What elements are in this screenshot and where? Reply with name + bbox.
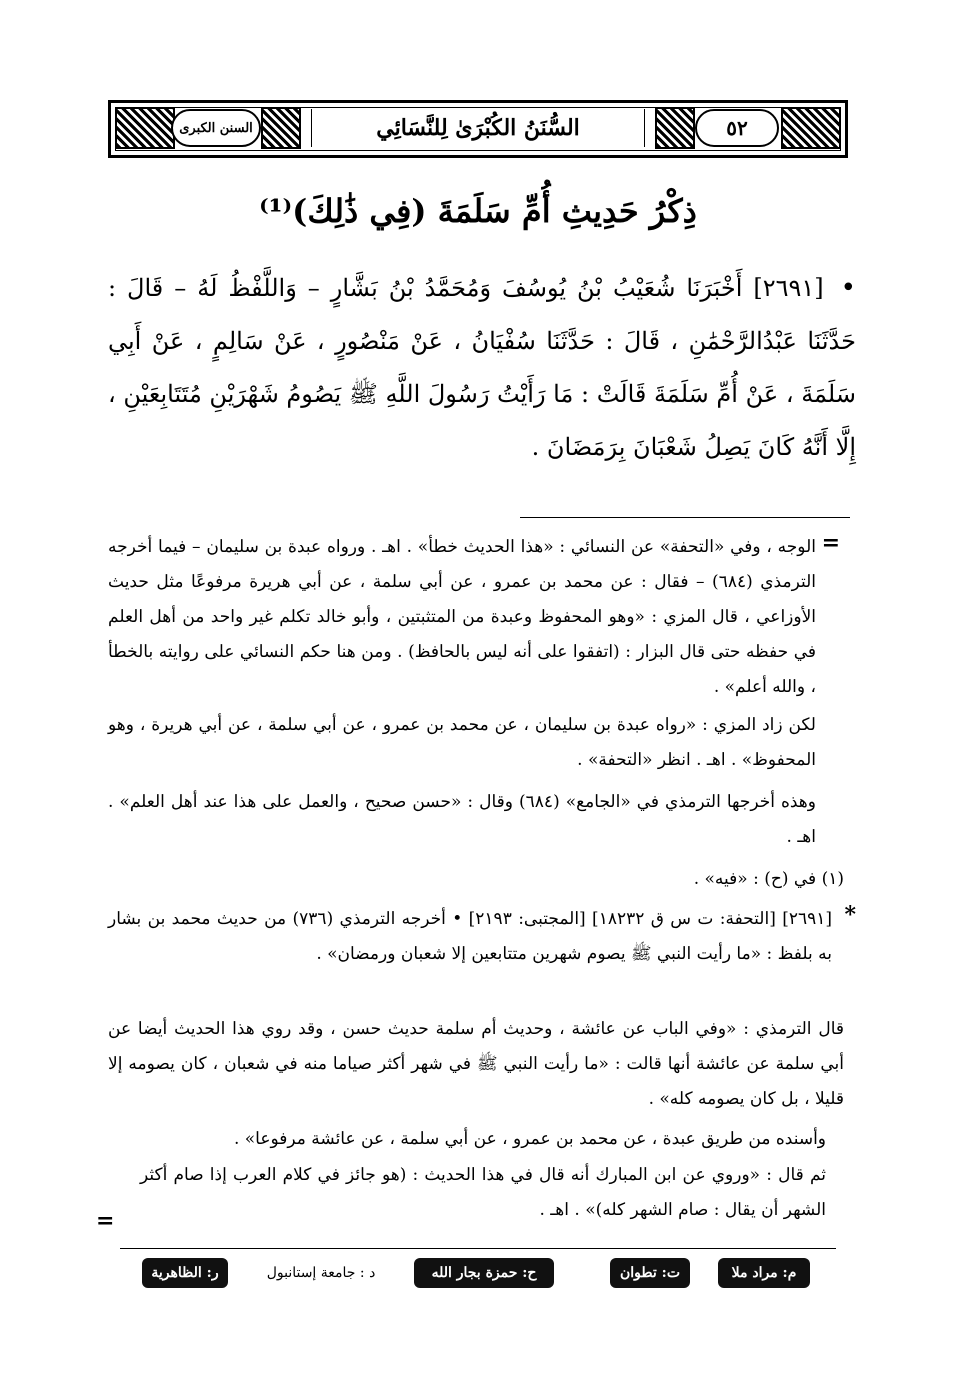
footnote-p3: وهذه أخرجها الترمذي في «الجامع» (٦٨٤) وقال : «حسن صحيح ، والعمل على هذا عند أهل العلم» . اهـ .	[108, 792, 816, 847]
page-number: ٥٢	[695, 109, 779, 147]
manuscript-t: ت: تطوان	[610, 1258, 690, 1288]
takhrij-p3: وأسنده من طريق عبدة ، عن محمد بن عمرو ، عن أبي سلمة ، عن عائشة مرفوعا» .	[233, 1129, 826, 1149]
manuscript-h: ح: حمزة بجار الله	[414, 1258, 554, 1288]
bottom-rule	[120, 1248, 836, 1249]
footnote-1: (١) في (ح) : «فيه» .	[693, 869, 844, 889]
continuation-mark: =	[821, 530, 840, 556]
hadith-body: [٢٦٩١] أَخْبَرَنَا شُعَيْبُ بْنُ يُوسُفَ وَمُحَمَّدُ بْنُ بَشَّارٍ – وَاللَّفْظُ لَهُ – قَالَ : حَدَّثَنَا عَبْدُالرَّحْمَٰنِ ، قَالَ : حَدَّثَنَا سُفْيَانُ ، عَنْ مَنْصُورٍ ، عَنْ سَالِمٍ ، عَنْ أَبِي سَلَمَةَ ، عَنْ أُمِّ سَلَمَةَ قَالَتْ : مَا رَأَيْتُ رَسُولَ اللَّهِ ﷺ يَصُومُ شَهْرَيْنِ مُتَتَابِعَيْنِ ، إِلَّا أَنَّهُ كَانَ يَصِلُ شَعْبَانَ بِرَمَضَانَ .	[108, 274, 856, 461]
takhrij-p1: [٢٦٩١] [التحفة: ت س ق ١٨٢٣٢] [المجتبى: ٢١٩٣] • أخرجه الترمذي (٧٣٦) من حديث محمد بن بشار به بلفظ : «ما رأيت النبي ﷺ يصوم شهرين متتابعين إلا شعبان ورمضان» .	[108, 909, 832, 964]
footnote-p1: الوجه ، وفي «التحفة» عن النسائي : «هذا الحديث خطأ» . اهـ . ورواه عبدة بن سليمان – فيما أخرجه الترمذي (٦٨٤) – فقال : عن محمد بن عمرو ، عن أبي سلمة ، عن أبي هريرة مرفوعًا مثل حديث الأوزاعي ، قال المزي : «وهو المحفوظ وعبدة من المتثبتين ، وأبو خالد تكلم غير واحد من أهل العلم في حفظه حتى قال البزار : (اتفقوا على أنه ليس بالحافظ) . ومن هنا حكم النسائي على روايته بالخطأ ، والله أعلم» .	[108, 537, 816, 697]
manuscript-m: م: مراد ملا	[718, 1258, 810, 1288]
ornament-icon	[655, 107, 695, 149]
ornament-icon	[115, 107, 175, 149]
footnote-separator	[520, 517, 850, 518]
page-header	[108, 100, 848, 158]
ornament-icon	[781, 107, 841, 149]
star-icon: *	[844, 902, 856, 928]
takhrij-p4: ثم قال : «وروي عن ابن المبارك أنه قال في هذا الحديث : (هو جائز في كلام العرب إذا صام أكثر الشهر أن يقال : صام الشهر كله)» . اهـ .	[140, 1165, 826, 1220]
book-title: السُّنَنُ الكُبْرَىٰ لِلنَّسَائِي	[311, 109, 645, 147]
chapter-title: ذِكْرُ حَدِيثِ أُمِّ سَلَمَةَ (فِي ذَٰلِكَ)⁽¹⁾	[259, 192, 697, 230]
book-logo: السنن الكبرى	[171, 109, 261, 147]
takhrij-p2: قال الترمذي : «وفي الباب عن عائشة ، وحديث أم سلمة حديث حسن ، وقد روي هذا الحديث أيضا عن أبي سلمة عن عائشة أنها قالت : «ما رأيت النبي ﷺ في شهر أكثر صياما منه في شعبان ، كان يصومه إلا قليلا ، بل كان يصومه كله» .	[108, 1019, 844, 1109]
manuscript-r: ر: الظاهرية	[142, 1258, 228, 1288]
footnote-p2: لكن زاد المزي : «رواه عبدة بن سليمان ، عن محمد بن عمرو ، عن أبي سلمة ، عن أبي هريرة ، وهو المحفوظ» . اهـ . انظر «التحفة» .	[108, 715, 816, 770]
bullet-icon: •	[840, 273, 856, 303]
continuation-mark: =	[96, 1208, 115, 1234]
manuscript-d: د : جامعة إستانبول	[266, 1265, 376, 1281]
ornament-icon	[261, 107, 301, 149]
hadith-text	[108, 262, 856, 474]
